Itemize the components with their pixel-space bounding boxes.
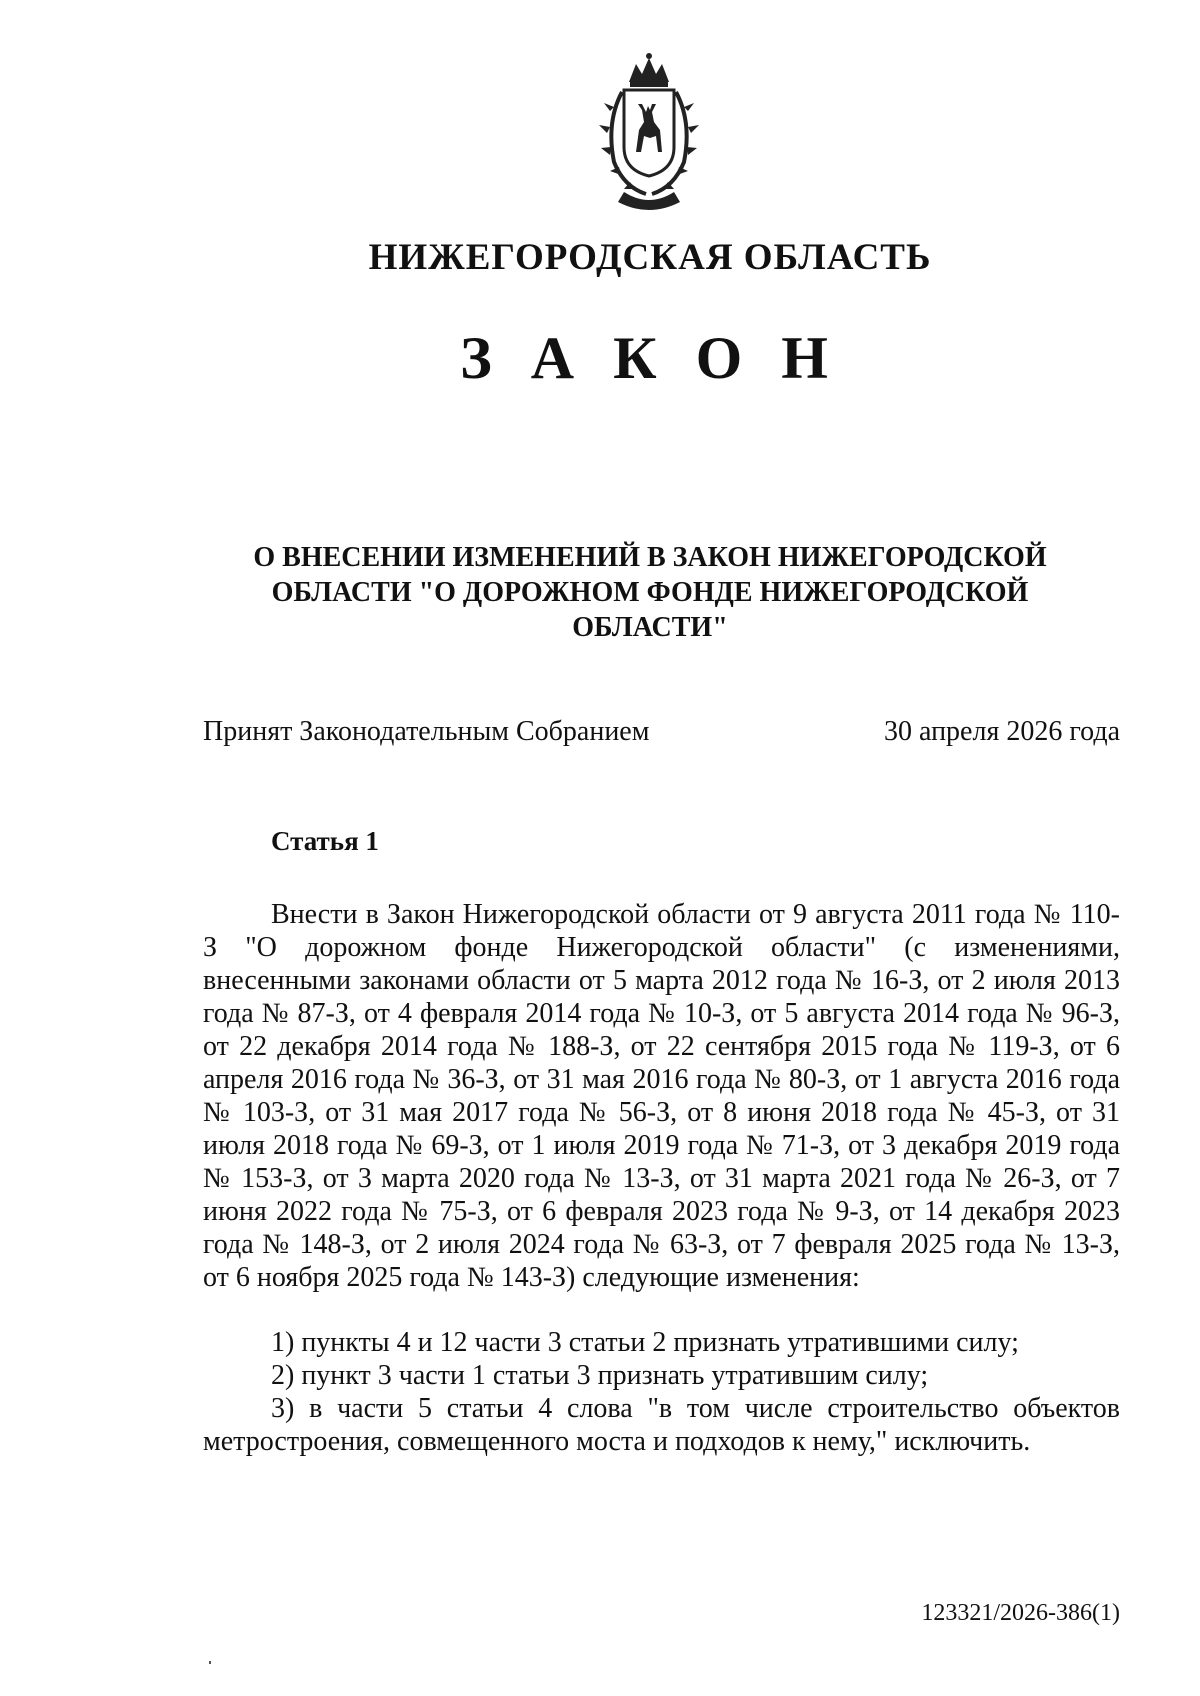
registration-number: 123321/2026-386(1)	[921, 1600, 1120, 1626]
article-intro: Внести в Закон Нижегородской области от 9 августа 2011 года № 110-З "О дорожном фонде Нижегородской области" (с изменениями, внесенными законами области от 5 марта 2012 года № 16-З, от 2 июля 2013 года № 87-З, от 4 февраля 2014 года № 10-З, от 5 августа 2014 года № 96-З, от 22 декабря 2014 года № 188-З, от 22 сентября 2015 года № 119-З, от 6 апреля 2016 года № 36-З, от 31 мая 2016 года № 80-З, от 1 августа 2016 года № 103-З, от 31 мая 2017 года № 56-З, от 8 июня 2018 года № 45-З, от 31 июля 2018 года № 69-З, от 1 июля 2019 года № 71-З, от 3 декабря 2019 года № 153-З, от 3 марта 2020 года № 13-З, от 31 марта 2021 года № 26-З, от 7 июня 2022 года № 75-З, от 6 февраля 2023 года № 9-З, от 14 декабря 2023 года № 148-З, от 2 июля 2024 года № 63-З, от 7 февраля 2025 года № 13-З, от 6 ноября 2025 года № 143-З) следующие изменения:	[203, 899, 1120, 1293]
region-name: НИЖЕГОРОДСКАЯ ОБЛАСТЬ	[368, 237, 932, 278]
adopted-by: Принят Законодательным Собранием	[203, 716, 650, 747]
list-item: 3) в части 5 статьи 4 слова "в том числе строительство объектов метростроения, совмещенного моста и подходов к нему," исключить.	[203, 1393, 1120, 1457]
scan-dot	[209, 1661, 211, 1664]
adoption-date: 30 апреля 2026 года	[884, 716, 1120, 747]
article-heading: Статья 1	[271, 826, 379, 856]
law-title: О ВНЕСЕНИИ ИЗМЕНЕНИЙ В ЗАКОН НИЖЕГОРОДСКОЙ ОБЛАСТИ "О ДОРОЖНОМ ФОНДЕ НИЖЕГОРОДСКОЙ ОБЛАСТИ"	[253, 542, 1047, 643]
coat-of-arms-icon	[584, 52, 714, 212]
adoption-line	[203, 715, 1120, 749]
list-item: 2) пункт 3 части 1 статьи 3 признать утратившим силу;	[271, 1360, 929, 1391]
list-item: 1) пункты 4 и 12 части 3 статьи 2 признать утратившими силу;	[271, 1327, 1019, 1358]
amendment-list	[203, 1326, 1120, 1458]
document-type: З А К О Н	[460, 325, 840, 391]
